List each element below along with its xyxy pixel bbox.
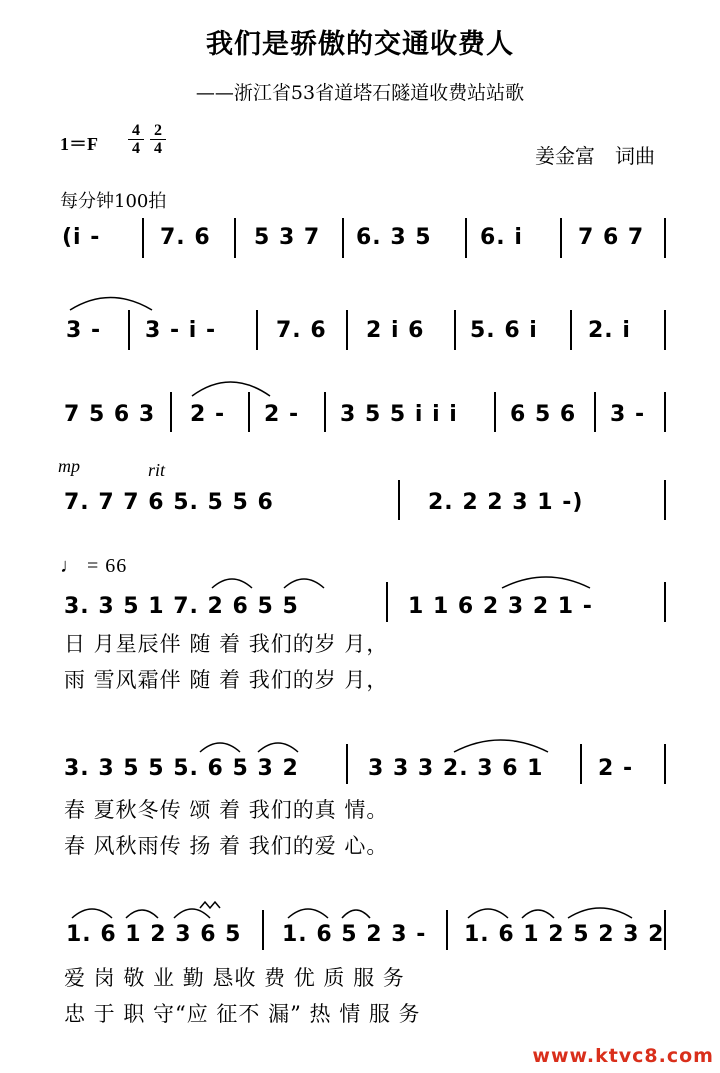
intro-measure: 3 - i - bbox=[145, 318, 217, 343]
mordent-mark bbox=[200, 902, 220, 908]
intro-measure: 2 i 6 bbox=[366, 318, 425, 343]
intro-measure: 3 5 5 i i i bbox=[340, 402, 458, 427]
verse-measure: 3 3 3 2. 3 6 1 bbox=[368, 756, 544, 781]
slur-arc bbox=[468, 909, 508, 918]
verse-measure: 1. 6 1 2 5 2 3 2 bbox=[464, 922, 665, 947]
intro-measure: 7. 7 7 6 5. 5 5 6 bbox=[64, 490, 274, 515]
key-signature: 1＝F bbox=[60, 134, 98, 154]
song-title: 我们是骄傲的交通收费人 bbox=[206, 29, 514, 60]
intro-measure: 2. 2 2 3 1 -) bbox=[428, 490, 584, 515]
intro-measure: 6 5 6 bbox=[510, 402, 577, 427]
slur-arc bbox=[454, 740, 548, 752]
slur-arc bbox=[212, 579, 252, 588]
lyric-line-verse-2: 雨 雪风霜伴 随 着 我们的岁 月， bbox=[64, 668, 389, 692]
verse-measure: 1. 6 1 2 3 6 5 bbox=[66, 922, 242, 947]
slur-arc bbox=[502, 577, 590, 588]
intro-measure: 7 5 6 3 bbox=[64, 402, 156, 427]
intro-measure: 3 - bbox=[610, 402, 646, 427]
time-signature-4-4: 4 4 bbox=[128, 122, 144, 157]
intro-measure: 6. i bbox=[480, 225, 523, 250]
intro-measure: 5 3 7 bbox=[254, 225, 321, 250]
slur-arc bbox=[192, 382, 270, 396]
slur-arc bbox=[70, 298, 152, 311]
composer-credit: 姜金富 词曲 bbox=[535, 144, 655, 168]
slur-arc bbox=[200, 743, 240, 752]
slur-arc bbox=[174, 909, 210, 918]
slur-arc bbox=[342, 910, 370, 918]
song-subtitle: ——浙江省53省道塔石隧道收费站站歌 bbox=[195, 82, 525, 104]
slur-arc bbox=[288, 909, 328, 918]
tempo-marking: ♩ = 66 bbox=[60, 555, 128, 577]
dynamic-ritardando: rit bbox=[148, 460, 166, 480]
slur-arc bbox=[284, 579, 324, 588]
intro-measure: 7 6 7 bbox=[578, 225, 645, 250]
verse-measure: 3. 3 5 5 5. 6 5 3 2 bbox=[64, 756, 299, 781]
lyric-line-verse-2: 忠 于 职 守“应 征不 漏” 热 情 服 务 bbox=[64, 1002, 421, 1026]
intro-measure: 7. 6 bbox=[160, 225, 211, 250]
lyric-line-verse-1: 春 夏秋冬传 颂 着 我们的真 情。 bbox=[64, 798, 389, 822]
intro-measure: 6. 3 5 bbox=[356, 225, 432, 250]
intro-measure: 3 - bbox=[66, 318, 102, 343]
verse-measure: 1. 6 5 2 3 - bbox=[282, 922, 427, 947]
intro-measure: 2. i bbox=[588, 318, 631, 343]
slur-arc bbox=[258, 743, 298, 752]
lyric-line-verse-1: 日 月星辰伴 随 着 我们的岁 月， bbox=[64, 632, 389, 656]
slur-arc bbox=[522, 910, 554, 918]
time-signature-2-4: 2 4 bbox=[150, 122, 166, 157]
verse-measure: 3. 3 5 1 7. 2 6 5 5 bbox=[64, 594, 299, 619]
tempo-text: 每分钟100拍 bbox=[60, 191, 167, 212]
verse-measure: 2 - bbox=[598, 756, 634, 781]
intro-measure: 2 - bbox=[190, 402, 226, 427]
intro-measure: (i - bbox=[62, 225, 101, 250]
lyric-line-verse-2: 春 风秋雨传 扬 着 我们的爱 心。 bbox=[64, 834, 389, 858]
intro-measure: 7. 6 bbox=[276, 318, 327, 343]
verse-measure: 1 1 6 2 3 2 1 - bbox=[408, 594, 593, 619]
site-watermark: www.ktvc8.com bbox=[532, 1045, 714, 1067]
slur-arc bbox=[568, 908, 632, 918]
dynamic-mezzo-piano: mp bbox=[58, 456, 80, 476]
slur-arc bbox=[72, 909, 112, 918]
slur-arc bbox=[126, 910, 158, 918]
intro-measure: 5. 6 i bbox=[470, 318, 538, 343]
intro-measure: 2 - bbox=[264, 402, 300, 427]
lyric-line-verse-1: 爱 岗 敬 业 勤 恳收 费 优 质 服 务 bbox=[64, 966, 405, 990]
